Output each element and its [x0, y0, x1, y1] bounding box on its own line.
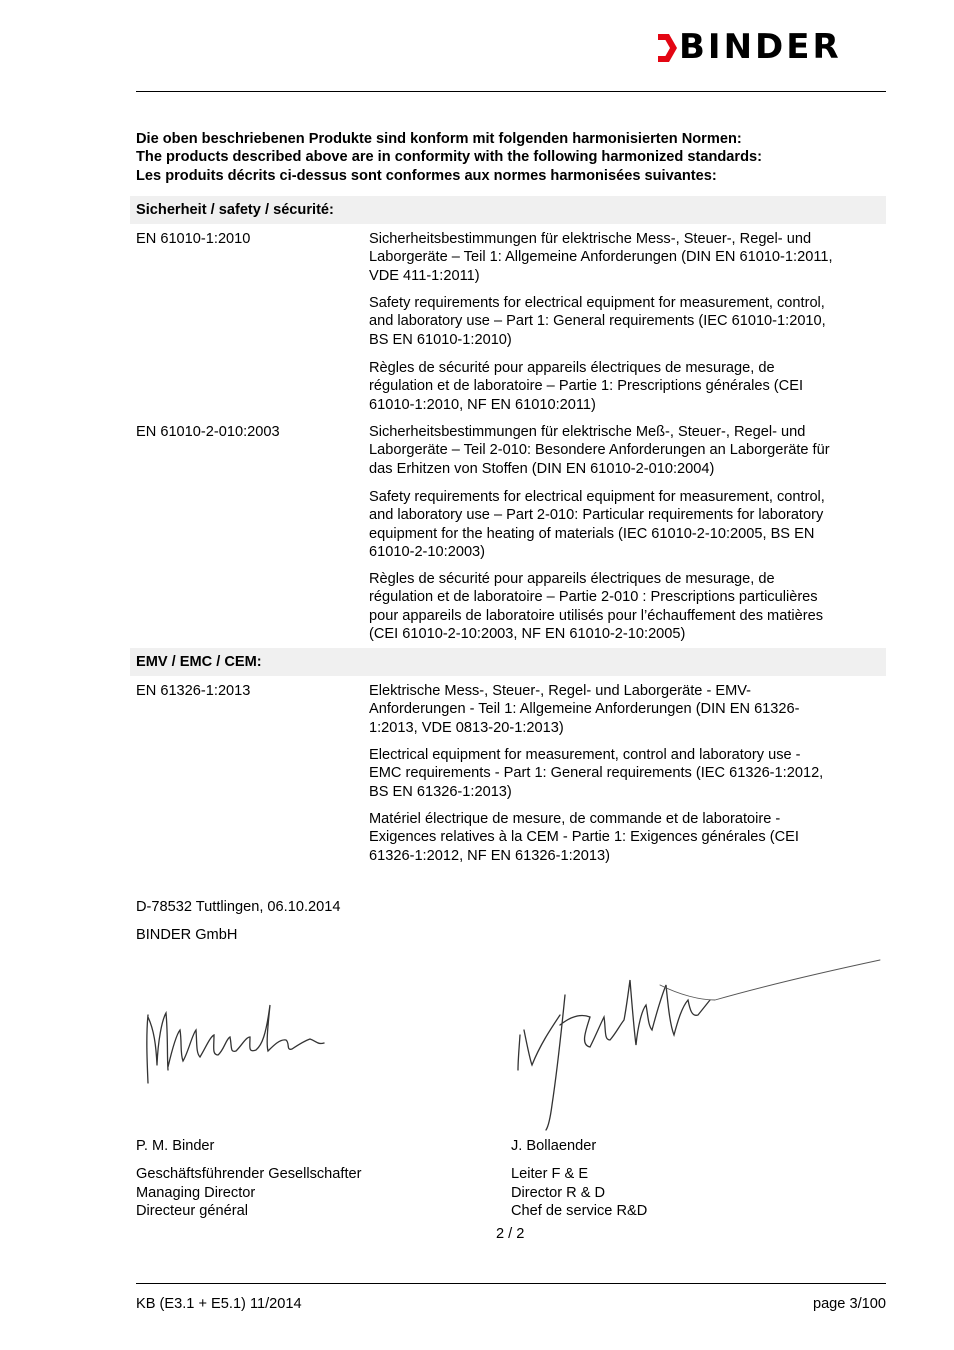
text-line: pour appareils de laboratoire utilisés pour l’échauffement des matières [369, 607, 824, 624]
standard-text-de [369, 230, 889, 285]
text-line: Laborgeräte – Teil 1: Allgemeine Anforderungen (DIN EN 61010-1:2011, [369, 249, 833, 266]
brand-name: BINDER [679, 27, 842, 67]
text-line: 61010-1:2010, NF EN 61010:2011) [369, 396, 596, 413]
signatory-title: Leiter F & E [511, 1166, 589, 1182]
signatory-title: Directeur général [136, 1203, 248, 1219]
intro-en: The products described above are in conformity with the following harmonized standards: [136, 149, 762, 166]
text-line: EMC requirements - Part 1: General requirements (IEC 61326-1:2012, [369, 765, 824, 782]
signatory-title: Director R & D [511, 1185, 606, 1201]
text-line: and laboratory use – Part 1: General requirements (IEC 61010-1:2010, [369, 313, 826, 330]
text-line: Sicherheitsbestimmungen für elektrische Meß-, Steuer-, Regel- und [369, 424, 806, 440]
standard-text-fr [369, 359, 889, 414]
text-line: and laboratory use – Part 2-010: Particular requirements for laboratory [369, 507, 824, 524]
intro-de: Die oben beschriebenen Produkte sind konform mit folgenden harmonisierten Normen: [136, 131, 742, 147]
text-line: Matériel électrique de mesure, de commande et de laboratoire - [369, 811, 781, 827]
signatory-title: Geschäftsführender Gesellschafter [136, 1166, 362, 1182]
text-line: 1:2013, VDE 0813-20-1:2013) [369, 719, 564, 736]
text-line: 61010-2-10:2003) [369, 543, 486, 560]
signatory-name: P. M. Binder [136, 1138, 215, 1154]
text-line: Sicherheitsbestimmungen für elektrische Mess-, Steuer-, Regel- und [369, 231, 812, 247]
signature-bollaender [510, 955, 890, 1135]
standard-text-en [369, 488, 889, 561]
text-line: (CEI 61010-2-10:2003, NF EN 61010-2-10:2005) [369, 625, 686, 642]
place-date: D-78532 Tuttlingen, 06.10.2014 [136, 899, 341, 915]
text-line: régulation et de laboratoire – Partie 2-010 : Prescriptions particulières [369, 589, 818, 606]
signature-binder [140, 995, 330, 1090]
text-line: Elektrische Mess-, Steuer-, Regel- und Laborgeräte - EMV- [369, 683, 752, 699]
standard-text-en [369, 294, 889, 349]
text-line: BS EN 61326-1:2013) [369, 783, 512, 800]
binder-logo [657, 27, 887, 67]
intro-fr: Les produits décrits ci-dessus sont conformes aux normes harmonisées suivantes: [136, 167, 717, 184]
section-safety-header: Sicherheit / safety / sécurité: [130, 196, 886, 224]
conformity-intro [136, 130, 886, 185]
text-line: Electrical equipment for measurement, control and laboratory use - [369, 747, 801, 763]
text-line: régulation et de laboratoire – Partie 1: Prescriptions générales (CEI [369, 378, 803, 395]
standard-text-de [369, 682, 889, 737]
standard-text-fr [369, 570, 889, 643]
standard-code: EN 61010-1:2010 [136, 231, 251, 247]
text-line: Règles de sécurité pour appareils électriques de mesurage, de [369, 360, 775, 376]
text-line: VDE 411-1:2011) [369, 267, 480, 284]
text-line: Anforderungen - Teil 1: Allgemeine Anforderungen (DIN EN 61326- [369, 701, 800, 718]
footer-page-number: page 3/100 [812, 1296, 886, 1312]
footer-divider [136, 1283, 886, 1284]
brand-chevron-icon [657, 31, 679, 65]
standard-code: EN 61010-2-010:2003 [136, 424, 280, 440]
text-line: Safety requirements for electrical equipment for measurement, control, [369, 295, 825, 311]
page-of-count: 2 / 2 [496, 1226, 525, 1242]
text-line: Exigences relatives à la CEM - Partie 1: Exigences générales (CEI [369, 829, 799, 846]
standard-text-de [369, 423, 889, 478]
footer-doc-ref: KB (E3.1 + E5.1) 11/2014 [136, 1296, 302, 1312]
signatory-title: Chef de service R&D [511, 1203, 648, 1219]
text-line: 61326-1:2012, NF EN 61326-1:2013) [369, 847, 610, 864]
signatory-name: J. Bollaender [511, 1138, 597, 1154]
signatory-title: Managing Director [136, 1185, 256, 1201]
text-line: Règles de sécurité pour appareils électriques de mesurage, de [369, 571, 775, 587]
text-line: das Erhitzen von Stoffen (DIN EN 61010-2-010:2004) [369, 460, 715, 477]
standard-code: EN 61326-1:2013 [136, 683, 251, 699]
standard-text-fr [369, 810, 889, 865]
text-line: BS EN 61010-1:2010) [369, 331, 512, 348]
company-name: BINDER GmbH [136, 927, 238, 943]
text-line: Laborgeräte – Teil 2-010: Besondere Anforderungen an Laborgeräte für [369, 442, 830, 459]
text-line: equipment for the heating of materials (IEC 61010-2-10:2005, BS EN [369, 525, 815, 542]
section-emc-header: EMV / EMC / CEM: [130, 648, 886, 676]
header-divider [136, 91, 886, 92]
text-line: Safety requirements for electrical equipment for measurement, control, [369, 489, 825, 505]
standard-text-en [369, 746, 889, 801]
